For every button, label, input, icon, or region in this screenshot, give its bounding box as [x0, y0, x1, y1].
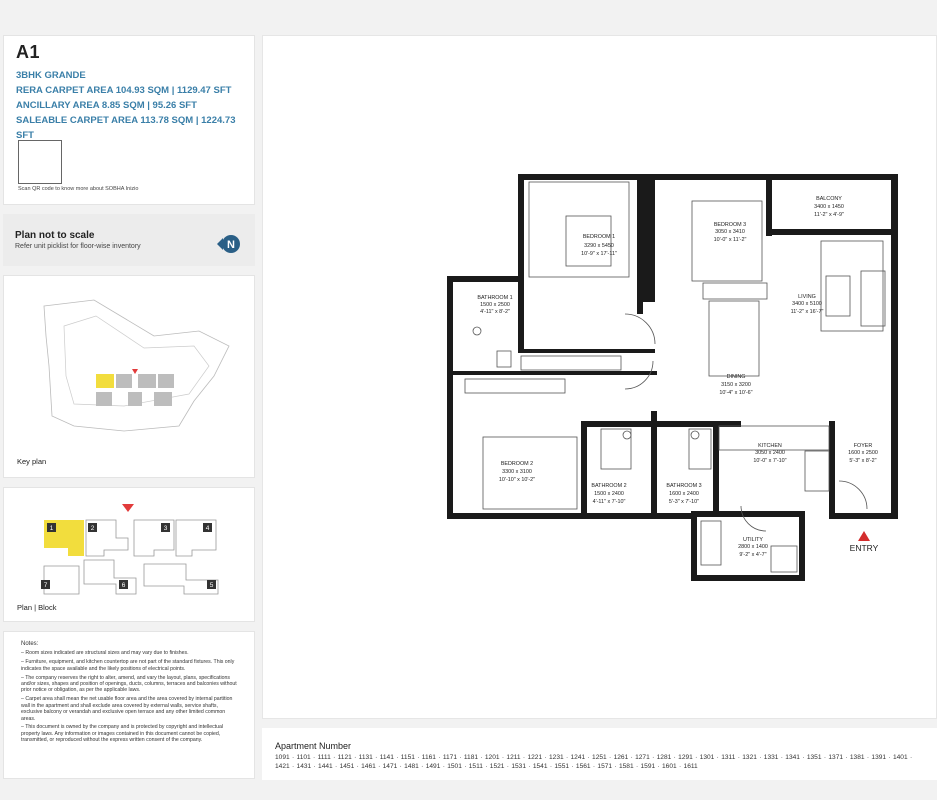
ancillary-area: ANCILLARY AREA 8.85 SQM | 95.26 SFT	[16, 100, 197, 111]
living-name: LIVING	[798, 294, 816, 300]
balcony-name: BALCONY	[816, 196, 842, 202]
location-marker-icon	[132, 369, 138, 374]
bathroom3-name: BATHROOM 3	[666, 483, 702, 489]
qr-caption: Scan QR code to know more about SOBHA Inizio	[18, 186, 139, 192]
note-item: – Furniture, equipment, and kitchen countertop are not part of the standard fixtures. This only indicates the space available and the likely positions of electrical points.	[21, 659, 235, 672]
kitchen-size: 3050 x 2400	[755, 450, 785, 456]
block-number-2: 2	[90, 525, 95, 532]
qr-code[interactable]	[18, 140, 62, 184]
foyer-imperial: 5'-3" x 8'-2"	[849, 458, 877, 464]
block-plan-label: Plan | Block	[17, 603, 57, 612]
balcony-size: 3400 x 1450	[814, 204, 844, 210]
north-letter: N	[227, 239, 235, 251]
key-plan-label: Key plan	[17, 457, 47, 466]
block-number-4: 4	[205, 525, 210, 532]
apartment-numbers	[262, 728, 937, 780]
key-plan-card	[3, 275, 255, 478]
bathroom2-imperial: 4'-11" x 7'-10"	[592, 499, 626, 505]
bedroom2-imperial: 10'-10" x 10'-2"	[498, 477, 536, 483]
kitchen-name: KITCHEN	[758, 443, 782, 449]
note-item: – Carpet area shall mean the net usable floor area and the area covered by internal partition wall in the apartment and shall exclude area covered by external walls, service shafts, exclusive balcony or verandah and exclusive open terrace and any other limited common areas.	[21, 696, 233, 722]
bathroom1-imperial: 4'-11" x 8'-2"	[480, 309, 510, 315]
bedroom3-size: 3050 x 3410	[715, 229, 745, 235]
foyer-size: 1600 x 2500	[848, 450, 878, 456]
dining-imperial: 10'-4" x 10'-6"	[719, 390, 753, 396]
block-number-7: 7	[43, 582, 48, 589]
unit-info-card	[3, 35, 255, 205]
bedroom3-name: BEDROOM 3	[713, 222, 747, 228]
walls	[447, 174, 898, 581]
bathroom1-size: 1500 x 2500	[480, 302, 510, 308]
saleable-carpet-area: SALEABLE CARPET AREA 113.78 SQM | 1224.73 SFT	[16, 115, 236, 141]
notes-title: Notes:	[21, 641, 39, 647]
block-number-1: 1	[49, 525, 54, 532]
block-number-6: 6	[121, 582, 126, 589]
notes-card	[3, 631, 255, 779]
apartment-numbers-title: Apartment Number	[275, 741, 352, 751]
living-imperial: 11'-2" x 16'-7"	[790, 309, 824, 315]
entry-arrow-icon	[858, 531, 870, 541]
bathroom3-size: 1600 x 2400	[669, 491, 699, 497]
block-marker-icon	[122, 504, 134, 512]
utility-imperial: 9'-2" x 4'-7"	[739, 552, 767, 558]
block-plan-card	[3, 487, 255, 622]
highlighted-block	[96, 374, 114, 388]
block-number-5: 5	[209, 582, 214, 589]
balcony-imperial: 11'-2" x 4'-9"	[814, 212, 844, 218]
bedroom1-name: BEDROOM 1	[582, 234, 616, 240]
bathroom3-imperial: 5'-3" x 7'-10"	[668, 499, 700, 505]
bedroom1-size: 3290 x 5450	[584, 243, 614, 249]
bathroom1-name: BATHROOM 1	[477, 295, 513, 301]
note-item: – This document is owned by the company and is protected by copyright and intellectual property laws. Any information or images contained in this document cannot be copied, transmitted, or reproduced without the express written consent of the company.	[21, 724, 224, 744]
apartment-numbers-list: 1091 · 1101 · 1111 · 1121 · 1131 · 1141 · 1151 · 1161 · 1171 · 1181 · 1201 · 1211 · 1221 · 1231 · 1241 · 1251 · 1261 · 1271 · 1281 · 1291 · 1301 · 1311 · 1321 · 1331 · 1341 · 1351 · 1371 · 1381 · 1391 · 1401 · 1421 · 1431 · 1441 · 1451 · 1461 · 1471 · 1481 · 1491 · 1501 · 1511 · 1521 · 1531 · 1541 · 1551 · 1561 · 1571 · 1581 · 1591 · 1601 · 1611	[275, 754, 913, 770]
entry-label: ENTRY	[849, 543, 879, 553]
bathroom2-size: 1500 x 2400	[594, 491, 624, 497]
utility-size: 2800 x 1400	[738, 544, 768, 550]
unit-code: A1	[16, 42, 41, 62]
key-plan-map	[4, 276, 256, 446]
dining-name: DINING	[726, 374, 746, 380]
bedroom2-size: 3300 x 3100	[502, 469, 532, 475]
scale-title: Plan not to scale	[15, 230, 95, 241]
block-number-3: 3	[163, 525, 168, 532]
scale-note	[3, 214, 255, 266]
unit-type: 3BHK GRANDE	[16, 70, 86, 81]
bedroom2-name: BEDROOM 2	[500, 461, 534, 467]
dining-size: 3150 x 3200	[721, 382, 751, 388]
utility-name: UTILITY	[742, 537, 764, 543]
block-plan-diagram	[4, 488, 256, 600]
floor-plan-drawing	[263, 36, 937, 720]
bedroom1-imperial: 10'-9" x 17'-11"	[581, 251, 617, 257]
note-item: – Room sizes indicated are structural sizes and may vary due to finishes.	[21, 650, 189, 657]
bathroom2-name: BATHROOM 2	[591, 483, 627, 489]
rera-carpet-area: RERA CARPET AREA 104.93 SQM | 1129.47 SFT	[16, 85, 232, 96]
foyer-name: FOYER	[853, 443, 873, 449]
bedroom3-imperial: 10'-0" x 11'-2"	[713, 237, 747, 243]
floor-plan-panel	[262, 35, 937, 719]
kitchen-imperial: 10'-0" x 7'-10"	[753, 458, 787, 464]
north-arrow-icon	[217, 234, 241, 254]
scale-subtitle: Refer unit picklist for floor-wise inventory	[15, 243, 141, 250]
note-item: – The company reserves the right to alter, amend, and vary the layout, plans, specifications and/or sizes, shapes and position of openings, ducts, columns, terraces and balconies without prior notice or obligation, as per the applicable laws.	[21, 674, 237, 694]
living-size: 3400 x 5100	[792, 301, 822, 307]
